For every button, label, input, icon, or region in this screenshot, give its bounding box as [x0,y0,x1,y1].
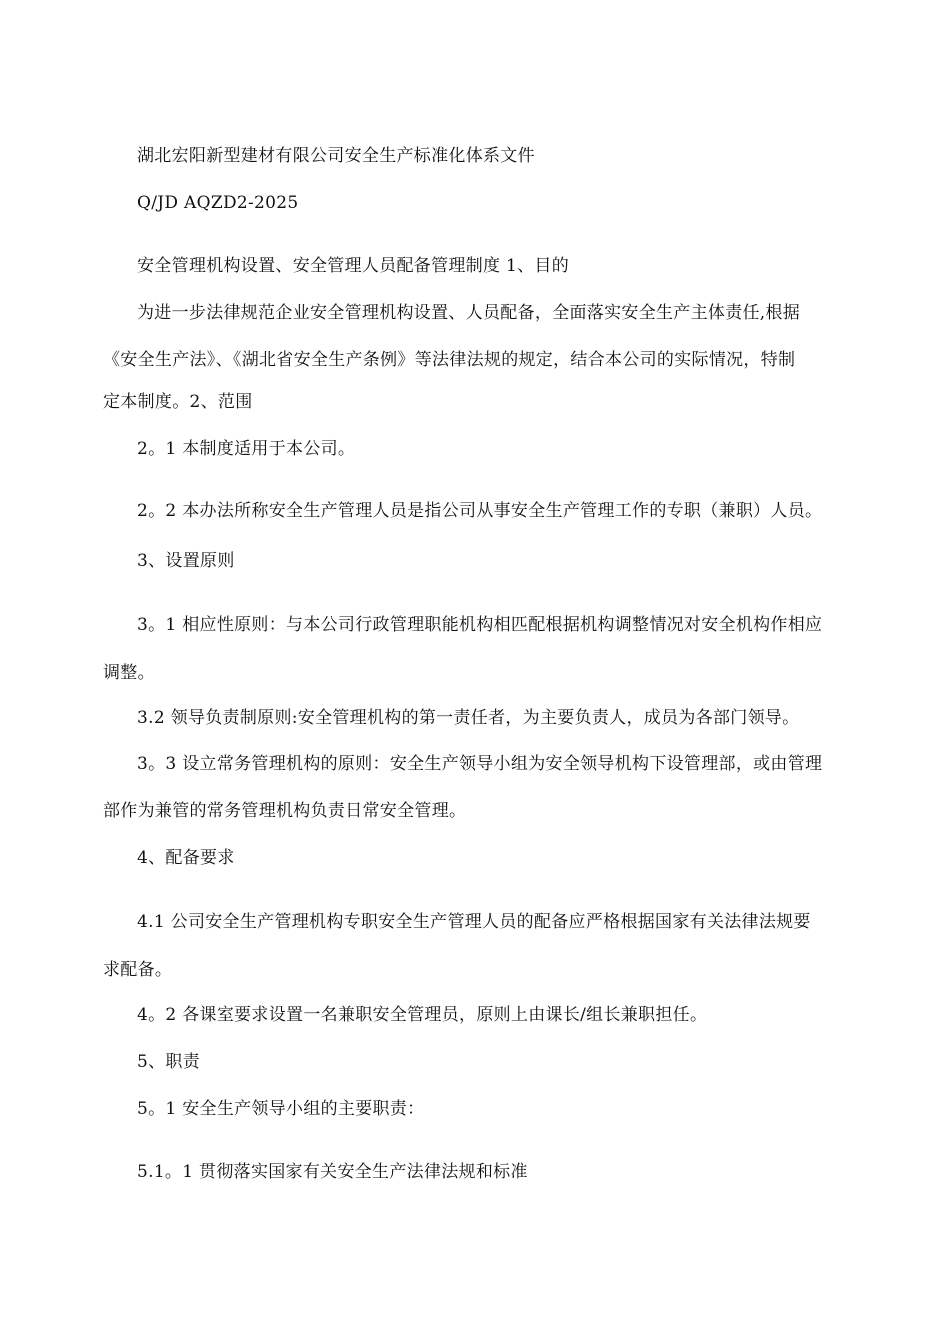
principle-paragraph [103,744,848,831]
requirement-item: 4。2 各课室要求设置一名兼职安全管理员，原则上由课长/组长兼职担任。 [137,1005,708,1025]
scope-item: 2。1 本制度适用于本公司。 [137,439,356,459]
section-heading: 5、职责 [137,1052,201,1072]
purpose-paragraph [103,293,848,422]
section-heading: 4、配备要求 [137,848,235,868]
purpose-line: 为进一步法律规范企业安全管理机构设置、人员配备，全面落实安全生产主体责任,根据 [137,303,801,323]
principle-line: 3。3 设立常务管理机构的原则：安全生产领导小组为安全领导机构下设管理部，或由管理 [137,754,823,774]
requirement-line: 求配备。 [103,960,173,980]
principle-paragraph [103,605,848,693]
scope-item: 2。2 本办法所称安全生产管理人员是指公司从事安全生产管理工作的专职（兼职）人员。 [137,501,823,521]
header-organization: 湖北宏阳新型建材有限公司安全生产标准化体系文件 [137,146,535,166]
principle-line: 调整。 [103,663,155,683]
purpose-line: 《安全生产法》、《湖北省安全生产条例》等法律法规的规定，结合本公司的实际情况，特制 [103,350,796,370]
requirement-line: 4.1 公司安全生产管理机构专职安全生产管理人员的配备应严格根据国家有关法律法规要 [137,912,811,932]
requirement-paragraph [103,902,848,990]
purpose-line: 定本制度。2、范围 [103,392,253,412]
duty-item: 5。1 安全生产领导小组的主要职责： [137,1099,425,1119]
principle-line: 部作为兼管的常务管理机构负责日常安全管理。 [103,801,467,821]
document-title: 安全管理机构设置、安全管理人员配备管理制度 1、目的 [137,256,570,276]
duty-item: 5.1。1 贯彻落实国家有关安全生产法律法规和标准 [137,1162,528,1182]
principle-item: 3.2 领导负责制原则:安全管理机构的第一责任者，为主要负责人，成员为各部门领导。 [137,708,800,728]
document-code: Q/JD AQZD2-2025 [137,193,299,213]
principle-line: 3。1 相应性原则：与本公司行政管理职能机构相匹配根据机构调整情况对安全机构作相应 [137,615,823,635]
section-heading: 3、设置原则 [137,551,235,571]
